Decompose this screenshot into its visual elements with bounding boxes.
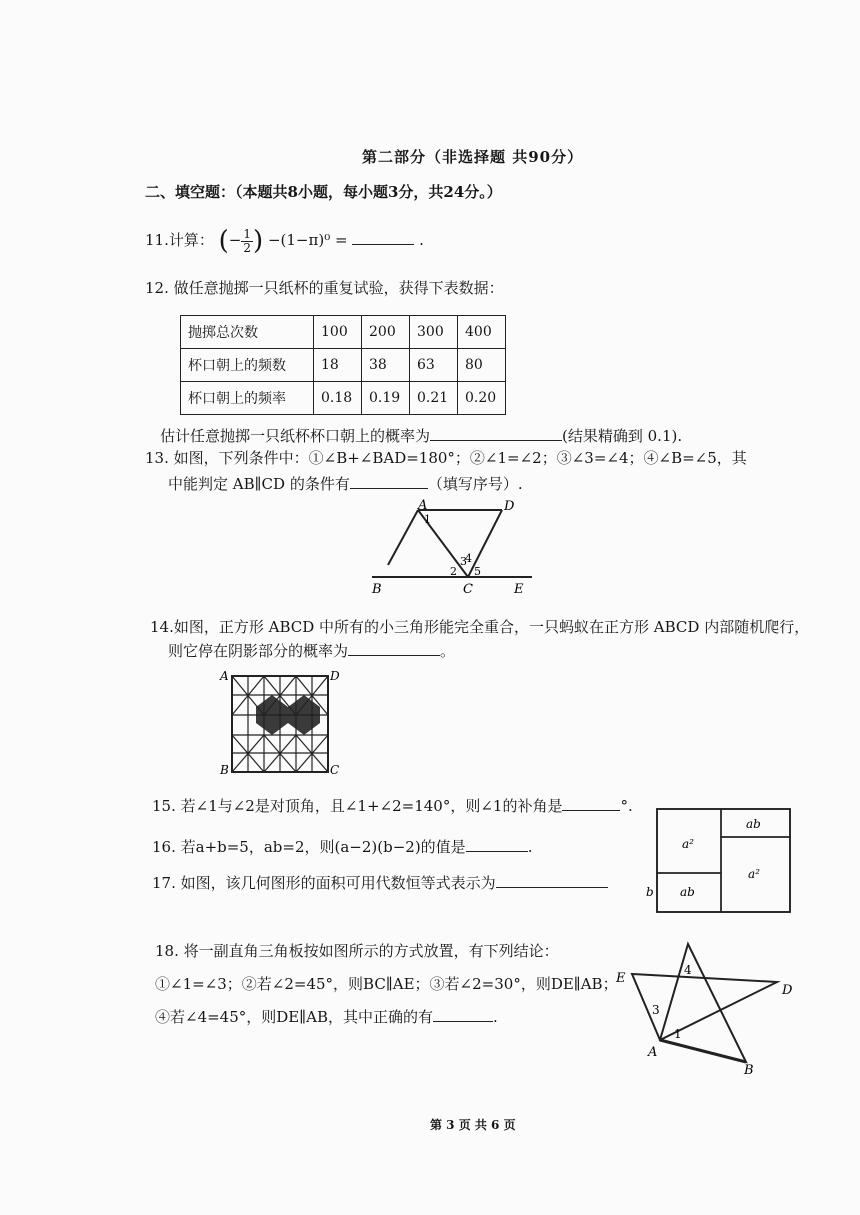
angle-1-label: 1 (674, 1027, 682, 1041)
q11-rest: −(1−π)⁰ = (267, 231, 348, 249)
q11-answer-blank[interactable] (352, 230, 414, 245)
table-cell: 0.18 (314, 382, 362, 415)
table-cell: 0.20 (458, 382, 506, 415)
label-ab-top: ab (746, 817, 761, 831)
label-ab-bottom: ab (680, 885, 695, 899)
question-15 (152, 795, 633, 816)
label-a2-left: a² (682, 837, 694, 851)
angle-5-label: 5 (474, 565, 481, 578)
label-c: C (463, 582, 473, 597)
q11-fraction-numerator: 1 (243, 226, 252, 241)
label-a2-right: a² (748, 867, 760, 881)
table-cell: 80 (458, 349, 506, 382)
square-abcd (232, 676, 328, 772)
label-d: D (330, 669, 340, 683)
table-cell: 100 (314, 316, 362, 349)
label-d: D (504, 499, 515, 514)
q11-left-paren: ( (218, 226, 229, 256)
q13-line2 (168, 473, 523, 494)
q12-answer-blank[interactable] (430, 426, 562, 441)
q16-answer-blank[interactable] (466, 837, 528, 852)
table-cell: 杯口朝上的频数 (181, 349, 314, 382)
q11-right-paren: ) (253, 226, 264, 256)
q18-diagram (612, 938, 802, 1078)
table-cell: 400 (458, 316, 506, 349)
table-cell: 杯口朝上的频率 (181, 382, 314, 415)
q13-diagram (360, 495, 540, 600)
q18-line2: ①∠1=∠3；②若∠2=45°，则BC∥AE；③若∠2=30°，则DE∥AB； (155, 975, 618, 993)
q18-line1: 18. 将一副直角三角板按如图所示的方式放置，有下列结论： (155, 942, 559, 960)
q17-prefix: 17. 如图，该几何图形的面积可用代数恒等式表示为 (152, 874, 496, 892)
q11-end: . (419, 231, 424, 249)
table-cell: 抛掷总次数 (181, 316, 314, 349)
q14-line1: 14.如图，正方形 ABCD 中所有的小三角形能完全重合，一只蚂蚁在正方形 ABCD 内部随机爬行， (150, 618, 810, 636)
table-cell: 38 (362, 349, 410, 382)
q14-diagram (218, 668, 348, 778)
angle-4-label: 4 (465, 552, 472, 565)
q12-estimate (160, 425, 682, 446)
q18-line3 (155, 1006, 498, 1027)
q16-suffix: . (527, 838, 533, 856)
label-b: B (744, 1063, 754, 1078)
q18-line3-prefix: ④若∠4=45°，则DE∥AB，其中正确的有 (155, 1008, 434, 1026)
table-cell: 300 (410, 316, 458, 349)
question-12: 12. 做任意抛掷一只纸杯的重复试验，获得下表数据： (145, 279, 504, 297)
q13-line2-prefix: 中能判定 AB∥CD 的条件有 (168, 475, 350, 493)
q17-diagram (642, 806, 792, 916)
q14-line2-prefix: 则它停在阴影部分的概率为 (168, 642, 349, 660)
label-b: b (646, 885, 654, 899)
label-a: A (220, 669, 229, 683)
q11-prefix: 11.计算： (145, 231, 214, 249)
question-11 (145, 226, 424, 256)
table-cell: 0.19 (362, 382, 410, 415)
section-heading: 二、填空题：（本题共8小题，每小题3分，共24分。） (145, 183, 502, 201)
label-a: A (648, 1045, 658, 1060)
q12-estimate-suffix: (结果精确到 0.1). (562, 427, 683, 445)
frequency-table (180, 315, 506, 415)
question-16 (152, 836, 532, 857)
label-b: B (372, 582, 382, 597)
label-e: E (616, 971, 626, 986)
q17-answer-blank[interactable] (496, 873, 608, 888)
q13-answer-blank[interactable] (350, 474, 428, 489)
table-row (181, 316, 506, 349)
label-b: B (220, 763, 229, 777)
angle-3-label: 3 (460, 555, 467, 568)
q15-prefix: 15. 若∠1与∠2是对顶角，且∠1+∠2=140°，则∠1的补角是 (152, 797, 563, 815)
angle-3-label: 3 (652, 1003, 660, 1017)
q13-line2-suffix: （填写序号）. (427, 475, 523, 493)
q15-answer-blank[interactable] (562, 796, 620, 811)
q14-line2-suffix: 。 (440, 642, 456, 660)
q13-line1: 13. 如图，下列条件中：①∠B+∠BAD=180°；②∠1=∠2；③∠3=∠4；④∠B=∠5，其 (145, 449, 747, 467)
table-cell: 0.21 (410, 382, 458, 415)
q14-line2 (168, 640, 455, 661)
q14-answer-blank[interactable] (348, 641, 440, 656)
label-e: E (514, 582, 524, 597)
q11-fraction (241, 228, 253, 255)
label-a: A (418, 498, 428, 513)
q11-fraction-denominator: 2 (243, 240, 252, 255)
angle-2-label: 2 (450, 565, 457, 578)
line-ab (660, 1040, 746, 1062)
line-ab (388, 510, 418, 565)
table-row (181, 349, 506, 382)
table-cell: 63 (410, 349, 458, 382)
table-cell: 200 (362, 316, 410, 349)
angle-1-label: 1 (424, 513, 431, 526)
question-17 (152, 872, 608, 893)
angle-4-label: 4 (684, 963, 692, 977)
q18-line3-suffix: . (493, 1008, 498, 1026)
page-title: 第二部分（非选择题 共90分） (362, 148, 584, 166)
label-d: D (782, 983, 793, 998)
q12-estimate-prefix: 估计任意抛掷一只纸杯杯口朝上的概率为 (160, 427, 431, 445)
table-row (181, 382, 506, 415)
label-c: C (330, 763, 340, 777)
table-cell: 18 (314, 349, 362, 382)
page-footer: 第 3 页 共 6 页 (430, 1118, 516, 1132)
q18-answer-blank[interactable] (433, 1007, 493, 1022)
q15-suffix: °. (620, 797, 633, 815)
q11-minus: − (228, 231, 242, 249)
q16-prefix: 16. 若a+b=5，ab=2，则(a−2)(b−2)的值是 (152, 838, 466, 856)
